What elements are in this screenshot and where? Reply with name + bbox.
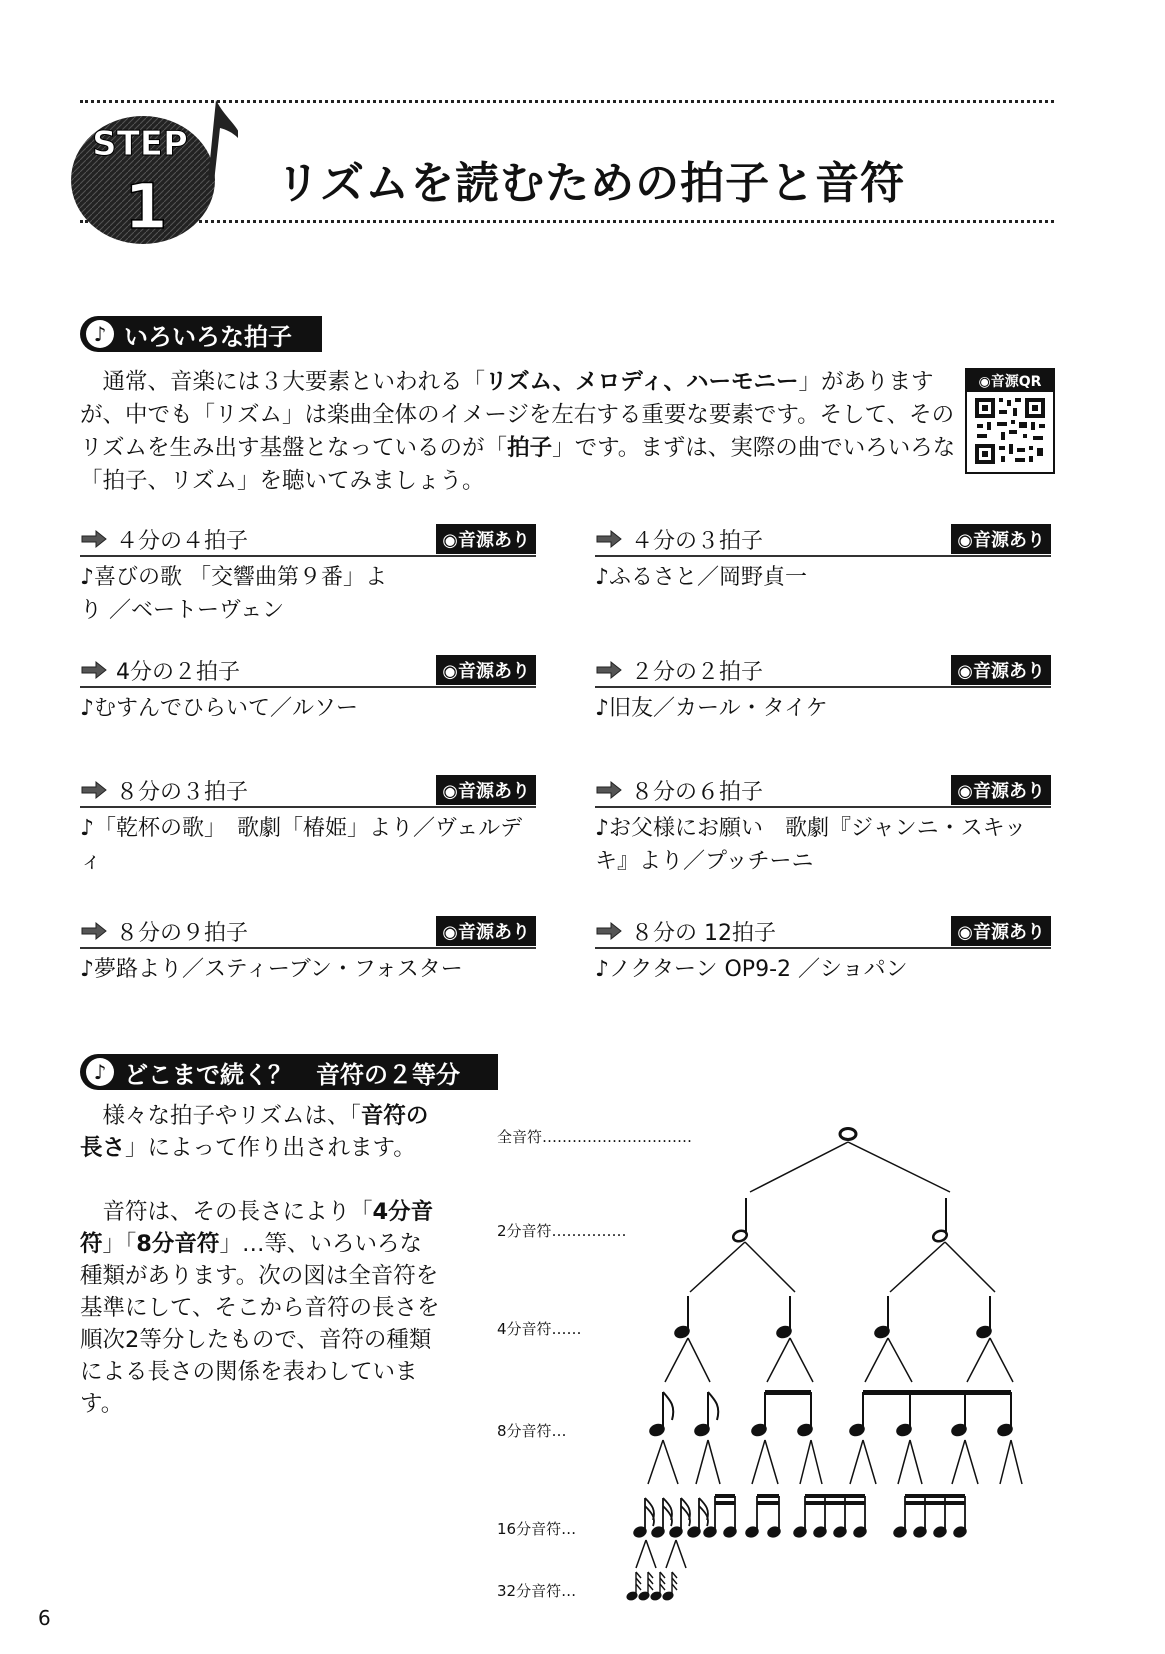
meter-8-12	[595, 915, 1051, 986]
arrow-right-icon	[595, 921, 623, 941]
qr-label: ◉音源QR	[967, 370, 1053, 392]
step-word: STEP	[92, 124, 188, 164]
step-badge-icon	[68, 100, 238, 250]
section-heading-division	[80, 1054, 498, 1090]
meter-song: ♪お父様にお願い 歌劇『ジャンニ・スキッキ』より／プッチーニ	[595, 816, 1027, 874]
arrow-right-icon	[80, 921, 108, 941]
tree-label-whole: 全音符…………………………	[497, 1128, 693, 1146]
arrow-right-icon	[80, 780, 108, 800]
intro-paragraph: 通常、音楽には３大要素といわれる「リズム、メロディ、ハーモニー」がありますが、中でも「リズム」は楽曲全体のイメージを左右する重要な要素です。そして、そのリズムを生み出す基盤となっているのが「拍子」です。まずは、実際の曲でいろいろな「拍子、リズム」を聴いてみましょう。	[80, 369, 956, 494]
section-heading-text: いろいろな拍子	[124, 322, 292, 351]
meter-title: ４分の４拍子	[116, 528, 249, 554]
arrow-right-icon	[595, 660, 623, 680]
music-note-icon: ♪	[86, 1058, 114, 1086]
meter-2-2	[595, 654, 1051, 725]
arrow-right-icon	[80, 529, 108, 549]
audio-available-badge[interactable]: ◉音源あり	[951, 655, 1051, 685]
qr-code-icon	[967, 392, 1053, 470]
meter-song: ♪夢路より／スティーブン・フォスター	[80, 957, 463, 982]
meter-4-2	[80, 654, 536, 725]
tree-label-quarter: 4分音符……	[497, 1320, 582, 1338]
audio-available-badge[interactable]: ◉音源あり	[436, 524, 536, 554]
meter-song: ♪喜びの歌 「交響曲第９番」より ／ベートーヴェン	[80, 565, 388, 623]
meter-8-9	[80, 915, 536, 986]
quarter-note-icon	[674, 1296, 993, 1339]
audio-available-badge[interactable]: ◉音源あり	[951, 916, 1051, 946]
page-number: 6	[38, 1606, 51, 1630]
sixteenth-note-icon	[633, 1494, 967, 1538]
note-division-tree	[600, 1120, 1060, 1610]
meter-4-3	[595, 523, 1051, 594]
intro-bold-meter: 拍子	[507, 435, 553, 461]
meter-song: ♪むすんでひらいて／ルソー	[80, 696, 359, 721]
division-body-text	[80, 1100, 440, 1452]
meter-4-4	[80, 523, 536, 627]
audio-qr-code[interactable]	[965, 368, 1055, 474]
section-heading-text: どこまで続く？ 音符の２等分	[124, 1060, 460, 1089]
meter-8-3	[80, 774, 536, 878]
meter-title: ２分の２拍子	[631, 659, 764, 685]
tree-label-half: 2分音符……………	[497, 1222, 627, 1240]
page-title: リズムを読むための拍子と音符	[276, 158, 906, 209]
music-note-icon: ♪	[86, 320, 114, 348]
eighth-note-icon	[649, 1390, 1014, 1437]
meter-8-6	[595, 774, 1051, 878]
arrow-right-icon	[80, 660, 108, 680]
meter-title: 4分の２拍子	[116, 659, 240, 685]
arrow-right-icon	[595, 529, 623, 549]
meter-title: ８分の６拍子	[631, 779, 764, 805]
thirty-second-note-icon	[626, 1572, 677, 1601]
tree-label-eighth: 8分音符…	[497, 1422, 567, 1440]
whole-note-icon	[840, 1129, 856, 1140]
meter-title: ８分の 12拍子	[631, 920, 776, 946]
division-paragraph-1: 様々な拍子やリズムは、「音符の長さ」によって作り出されます。	[80, 1103, 429, 1161]
meter-title: ８分の３拍子	[116, 779, 249, 805]
meter-song: ♪「乾杯の歌」 歌劇「椿姫」より／ヴェルディ	[80, 816, 523, 874]
intro-bold-elements: リズム、メロディ、ハーモニー	[485, 369, 799, 395]
arrow-right-icon	[595, 780, 623, 800]
division-paragraph-2: 音符は、その長さにより「4分音符」「8分音符」…等、いろいろな種類があります。次の図は全音符を基準にして、そこから音符の長さを順次2等分したもので、音符の種類による長さの関係を表わしています。	[80, 1199, 440, 1417]
step-number: 1	[124, 170, 168, 243]
audio-available-badge[interactable]: ◉音源あり	[436, 916, 536, 946]
tree-label-thirtysecond: 32分音符…	[497, 1582, 577, 1600]
meter-song: ♪旧友／カール・タイケ	[595, 696, 828, 721]
audio-available-badge[interactable]: ◉音源あり	[951, 775, 1051, 805]
meter-song: ♪ノクターン OP9-2 ／ショパン	[595, 957, 908, 982]
tree-label-sixteenth: 16分音符…	[497, 1520, 577, 1538]
meter-title: ４分の３拍子	[631, 528, 764, 554]
audio-available-badge[interactable]: ◉音源あり	[951, 524, 1051, 554]
half-note-icon	[732, 1198, 949, 1243]
section-heading-meters	[80, 316, 322, 352]
meter-song: ♪ふるさと／岡野貞一	[595, 565, 808, 590]
audio-available-badge[interactable]: ◉音源あり	[436, 775, 536, 805]
audio-available-badge[interactable]: ◉音源あり	[436, 655, 536, 685]
meter-title: ８分の９拍子	[116, 920, 249, 946]
